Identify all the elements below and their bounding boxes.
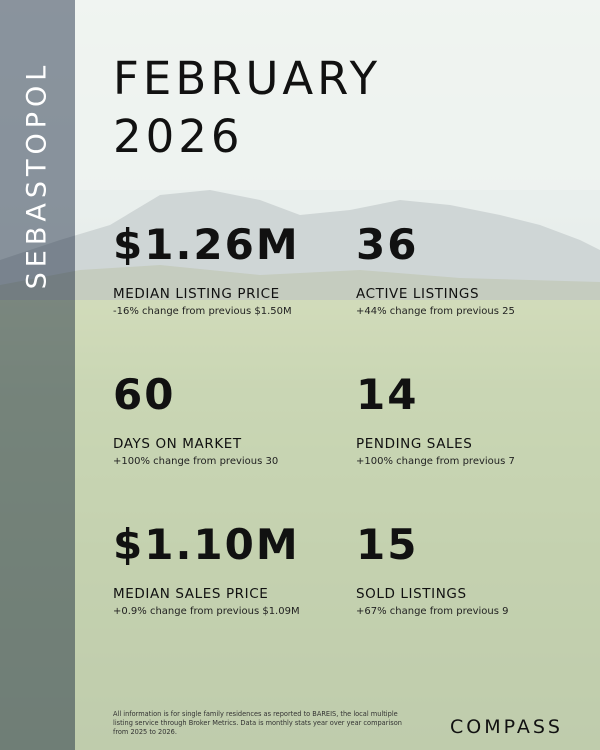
stat-change: +67% change from previous 9 bbox=[356, 606, 509, 617]
stat-pending-sales bbox=[356, 372, 586, 467]
stat-value: $1.26M bbox=[113, 220, 300, 269]
city-sidebar bbox=[0, 0, 75, 750]
stat-days-on-market bbox=[113, 372, 343, 467]
stat-label: SOLD LISTINGS bbox=[356, 586, 467, 602]
stat-sold-listings bbox=[356, 522, 586, 617]
stat-label: ACTIVE LISTINGS bbox=[356, 286, 480, 302]
stat-median-listing-price bbox=[113, 222, 343, 317]
stat-value: 15 bbox=[356, 520, 419, 569]
stat-value: 60 bbox=[113, 370, 176, 419]
stat-change: +44% change from previous 25 bbox=[356, 306, 515, 317]
stat-label: DAYS ON MARKET bbox=[113, 436, 242, 452]
disclaimer-text: All information is for single family residences as reported to BAREIS, the local multiple listing service through Broker Metrics. Data is monthly stats year over year comparison from 2025 to 2026. bbox=[113, 710, 402, 736]
stat-label: PENDING SALES bbox=[356, 436, 473, 452]
stat-label: MEDIAN SALES PRICE bbox=[113, 586, 269, 602]
stat-value: 14 bbox=[356, 370, 419, 419]
stat-label: MEDIAN LISTING PRICE bbox=[113, 286, 280, 302]
compass-logo: COMPASS bbox=[450, 716, 563, 738]
page-title bbox=[113, 50, 553, 166]
stat-median-sales-price bbox=[113, 522, 343, 617]
stat-change: +0.9% change from previous $1.09M bbox=[113, 606, 300, 617]
title-year: 2026 bbox=[113, 110, 244, 163]
stat-change: -16% change from previous $1.50M bbox=[113, 306, 292, 317]
stat-value: 36 bbox=[356, 220, 419, 269]
city-name: SEBASTOPOL bbox=[21, 60, 53, 290]
stat-active-listings bbox=[356, 222, 586, 317]
title-month: FEBRUARY bbox=[113, 52, 382, 105]
stat-value: $1.10M bbox=[113, 520, 300, 569]
stat-change: +100% change from previous 7 bbox=[356, 456, 515, 467]
stat-change: +100% change from previous 30 bbox=[113, 456, 279, 467]
